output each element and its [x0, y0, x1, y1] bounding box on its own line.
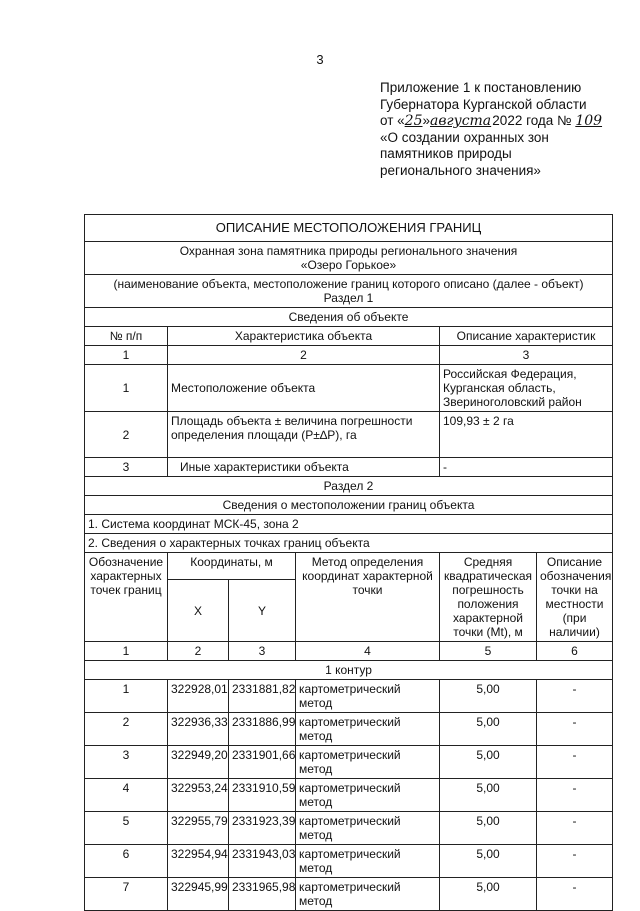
obj-col-num-2: 2: [168, 346, 440, 365]
point-x: 322955,79: [168, 812, 229, 845]
point-error: 5,00: [440, 713, 537, 746]
pt-header-method: Метод определения координат характерной точки: [296, 553, 440, 642]
point-x: 322945,99: [168, 878, 229, 911]
point-row: [85, 812, 613, 845]
point-method: картометрический метод: [296, 779, 440, 812]
point-method: картометрический метод: [296, 878, 440, 911]
point-y: 2331886,99: [229, 713, 296, 746]
point-error: 5,00: [440, 746, 537, 779]
handwritten-month: августа: [430, 113, 492, 129]
obj-row-1-number: 1: [85, 365, 168, 412]
section-2-title: Сведения о местоположении границ объекта: [85, 496, 613, 515]
point-description: -: [537, 812, 613, 845]
point-x: 322953,24: [168, 779, 229, 812]
object-note-text: (наименование объекта, местоположение границ которого описано (далее - объект): [113, 277, 584, 291]
point-x: 322928,01: [168, 680, 229, 713]
obj-row-3-number: 3: [85, 458, 168, 477]
section-1-title: Сведения об объекте: [85, 308, 613, 327]
point-method: картометрический метод: [296, 845, 440, 878]
point-description: -: [537, 845, 613, 878]
point-number: 1: [85, 680, 168, 713]
pt-col-num-1: 1: [85, 642, 168, 661]
obj-row-1-value: Российская Федерация, Курганская область, Звериноголовский район: [440, 365, 613, 412]
pt-col-num-4: 4: [296, 642, 440, 661]
pt-col-num-6: 6: [537, 642, 613, 661]
point-row: [85, 878, 613, 911]
points-title: 2. Сведения о характерных точках границ объекта: [85, 534, 613, 553]
pt-header-error: Средняя квадратическая погрешность положения характерной точки (Mt), м: [440, 553, 537, 642]
pt-col-num-5: 5: [440, 642, 537, 661]
object-name: [85, 242, 613, 275]
point-row: [85, 713, 613, 746]
pt-col-num-2: 2: [168, 642, 229, 661]
section-2-label: Раздел 2: [85, 477, 613, 496]
point-y: 2331943,03: [229, 845, 296, 878]
appendix-line-6: регионального значения»: [380, 162, 541, 178]
point-description: -: [537, 713, 613, 746]
pt-header-designation: Обозначение характерных точек границ: [85, 553, 168, 642]
appendix-line-5: памятников природы: [380, 146, 512, 161]
obj-col-num-3: 3: [440, 346, 613, 365]
object-name-line-1: Охранная зона памятника природы регионального значения: [179, 244, 518, 258]
point-method: картометрический метод: [296, 746, 440, 779]
point-error: 5,00: [440, 812, 537, 845]
contour-label: 1 контур: [85, 661, 613, 680]
point-y: 2331965,98: [229, 878, 296, 911]
section-1-label: Раздел 1: [323, 291, 374, 305]
point-description: -: [537, 680, 613, 713]
point-row: [85, 680, 613, 713]
object-name-line-2: «Озеро Горькое»: [300, 258, 397, 272]
obj-row-2-name: Площадь объекта ± величина погрешности определения площади (Р±∆Р), га: [168, 412, 440, 458]
point-row: [85, 779, 613, 812]
point-number: 3: [85, 746, 168, 779]
point-row: [85, 845, 613, 878]
point-row: [85, 746, 613, 779]
page-number: 3: [316, 52, 324, 67]
point-number: 6: [85, 845, 168, 878]
appendix-date-prefix: от «: [380, 113, 405, 128]
obj-row-2-number: 2: [85, 412, 168, 458]
point-y: 2331910,59: [229, 779, 296, 812]
table-title: ОПИСАНИЕ МЕСТОПОЛОЖЕНИЯ ГРАНИЦ: [85, 215, 613, 242]
point-number: 2: [85, 713, 168, 746]
handwritten-number: 109: [575, 113, 603, 129]
obj-header-number: № п/п: [85, 327, 168, 346]
point-error: 5,00: [440, 779, 537, 812]
pt-header-description: Описание обозначения точки на местности (при наличии): [537, 553, 613, 642]
point-x: 322936,33: [168, 713, 229, 746]
obj-row-3-value: -: [440, 458, 613, 477]
obj-row-1-name: Местоположение объекта: [168, 365, 440, 412]
point-y: 2331881,82: [229, 680, 296, 713]
appendix-block: [380, 80, 630, 179]
obj-header-characteristic: Характеристика объекта: [168, 327, 440, 346]
point-error: 5,00: [440, 845, 537, 878]
coordinate-system: 1. Система координат МСК-45, зона 2: [85, 515, 613, 534]
point-error: 5,00: [440, 680, 537, 713]
appendix-year: 2022 года №: [492, 113, 572, 128]
appendix-date-quote: »: [422, 113, 430, 128]
point-y: 2331901,66: [229, 746, 296, 779]
point-number: 4: [85, 779, 168, 812]
handwritten-day: 25: [404, 113, 423, 129]
point-method: картометрический метод: [296, 812, 440, 845]
point-description: -: [537, 746, 613, 779]
pt-col-num-3: 3: [229, 642, 296, 661]
point-y: 2331923,39: [229, 812, 296, 845]
pt-header-x: X: [168, 580, 229, 642]
appendix-line-1: Приложение 1 к постановлению: [380, 80, 582, 95]
pt-header-y: Y: [229, 580, 296, 642]
boundary-description-table: [84, 214, 613, 911]
appendix-line-3: [380, 113, 630, 130]
point-description: -: [537, 878, 613, 911]
point-description: -: [537, 779, 613, 812]
appendix-line-4: «О создании охранных зон: [380, 129, 549, 145]
point-method: картометрический метод: [296, 680, 440, 713]
pt-header-coordinates: Координаты, м: [168, 553, 296, 580]
obj-col-num-1: 1: [85, 346, 168, 365]
object-note: [85, 275, 613, 308]
obj-row-3-name: Иные характеристики объекта: [168, 458, 440, 477]
appendix-line-2: Губернатора Курганской области: [380, 96, 587, 112]
point-x: 322954,94: [168, 845, 229, 878]
obj-row-2-value: 109,93 ± 2 га: [440, 412, 613, 458]
point-number: 7: [85, 878, 168, 911]
obj-header-description: Описание характеристик: [440, 327, 613, 346]
point-number: 5: [85, 812, 168, 845]
point-method: картометрический метод: [296, 713, 440, 746]
point-x: 322949,20: [168, 746, 229, 779]
point-error: 5,00: [440, 878, 537, 911]
